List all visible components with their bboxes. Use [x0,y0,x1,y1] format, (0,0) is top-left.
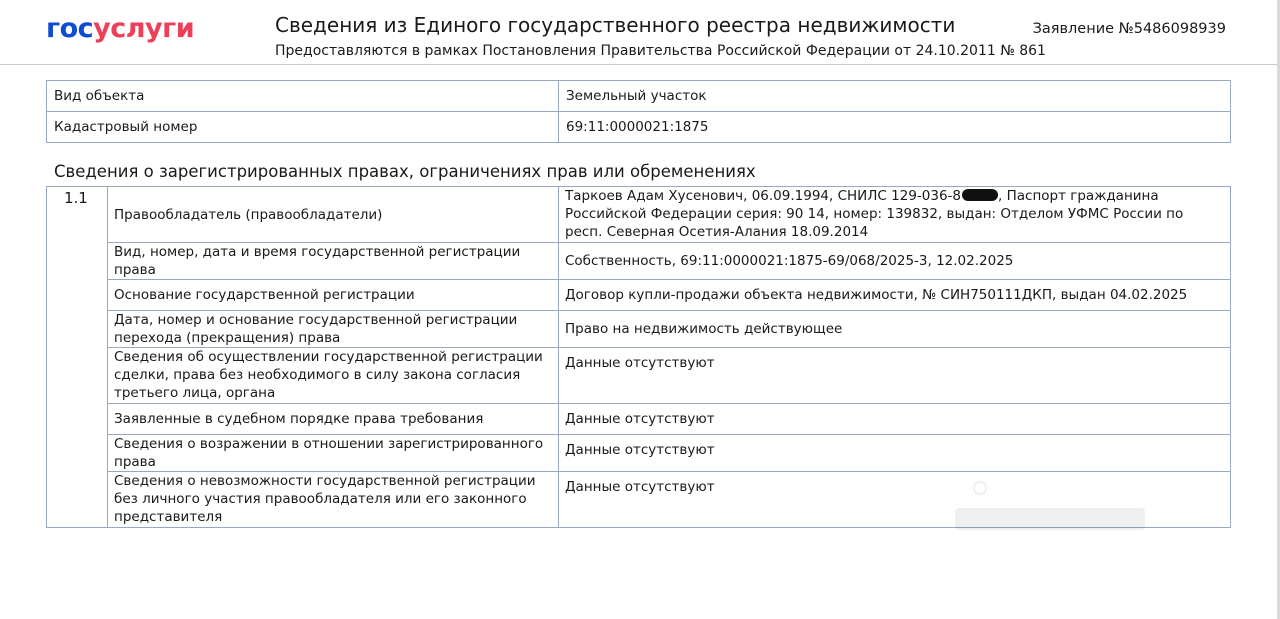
consent-info-value: Данные отсутствуют [559,348,1231,404]
gosuslugi-logo[interactable]: госуслуги [46,13,195,44]
section-title: Сведения о зарегистрированных правах, ограничениях прав или обременениях [54,162,756,181]
cadastral-number-value: 69:11:0000021:1875 [559,112,1231,143]
table-row [47,243,1231,280]
application-number: Заявление №5486098939 [1032,21,1226,37]
objection-info-value: Данные отсутствуют [559,435,1231,472]
table-row [47,112,1231,143]
table-row [47,404,1231,435]
document-title: Сведения из Единого государственного реестра недвижимости [275,13,956,37]
owner-label: Правообладатель (правообладатели) [108,187,559,243]
table-row [47,311,1231,348]
record-number: 1.1 [47,187,108,528]
consent-info-label: Сведения об осуществлении государственной регистрации сделки, права без необходимого в силу закона согласия третьего лица, органа [108,348,559,404]
cadastral-number-label: Кадастровый номер [47,112,559,143]
owner-value: Таркоев Адам Хусенович, 06.09.1994, СНИЛС 129-036-8 , Паспорт гражданина Российской Федерации серия: 90 14, номер: 139832, выдан: Отделом УФМС России по респ. Северная Осетия-Алания 18.09.2014 [559,187,1231,243]
redaction-mark [962,189,998,201]
object-info-table [46,80,1231,143]
table-row [47,81,1231,112]
personal-presence-value: Данные отсутствуют [559,472,1231,528]
court-claims-label: Заявленные в судебном порядке права требования [108,404,559,435]
objection-info-label: Сведения о возражении в отношении зарегистрированного права [108,435,559,472]
registration-basis-value: Договор купли-продажи объекта недвижимости, № СИН750111ДКП, выдан 04.02.2025 [559,280,1231,311]
document-header [0,0,1277,65]
transfer-info-label: Дата, номер и основание государственной регистрации перехода (прекращения) права [108,311,559,348]
document-subtitle: Предоставляются в рамках Постановления Правительства Российской Федерации от 24.10.2011 № 861 [275,43,1046,59]
object-type-value: Земельный участок [559,81,1231,112]
rights-table [46,186,1231,528]
transfer-info-value: Право на недвижимость действующее [559,311,1231,348]
table-row [47,280,1231,311]
registration-type-label: Вид, номер, дата и время государственной регистрации права [108,243,559,280]
table-row [47,348,1231,404]
object-type-label: Вид объекта [47,81,559,112]
registration-type-value: Собственность, 69:11:0000021:1875-69/068/2025-3, 12.02.2025 [559,243,1231,280]
personal-presence-label: Сведения о невозможности государственной регистрации без личного участия правообладателя или его законного представителя [108,472,559,528]
watermark-icon [955,478,1145,538]
table-row [47,435,1231,472]
table-row [47,187,1231,243]
court-claims-value: Данные отсутствуют [559,404,1231,435]
registration-basis-label: Основание государственной регистрации [108,280,559,311]
